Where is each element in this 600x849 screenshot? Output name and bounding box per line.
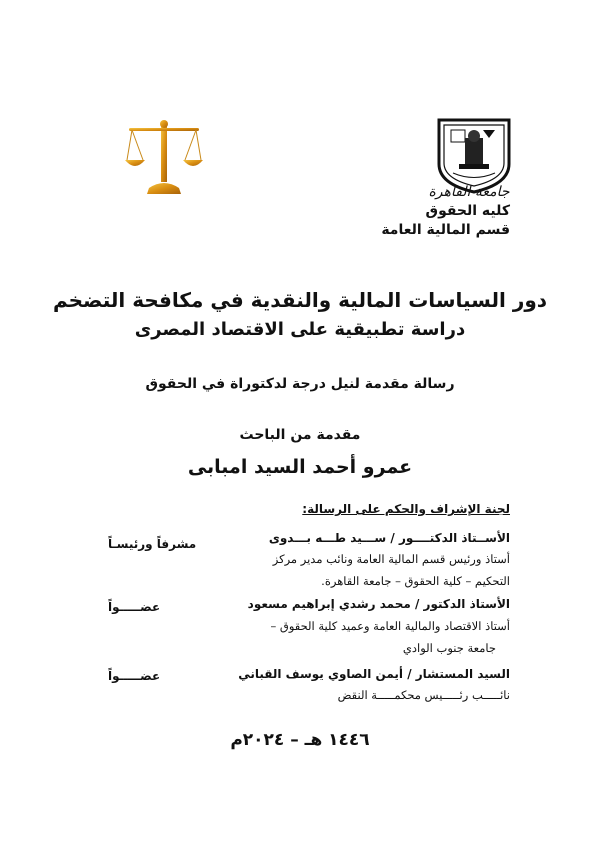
committee-member-2-role: عضـــــواً <box>108 600 161 614</box>
university-name-script: جامعة القاهرة <box>428 184 510 200</box>
faculty-name: كليه الحقوق <box>425 203 510 219</box>
thesis-title-line2: دراسة تطبيقية على الاقتصاد المصرى <box>134 319 466 340</box>
thesis-statement: رسالة مقدمة لنيل درجة لدكتوراة في الحقوق <box>145 376 455 392</box>
department-name: قسم المالية العامة <box>381 222 510 238</box>
thesis-title-line1: دور السياسات المالية والنقدية في مكافحة التضخم <box>52 288 548 312</box>
committee-member-3-desc-line1: نائـــــب رئـــــيس محكمـــــة النقض <box>337 688 510 702</box>
committee-member-3-role: عضـــــواً <box>108 669 161 683</box>
committee-member-2-name: الأستاذ الدكتور / محمد رشدي إبراهيم مسعود <box>247 597 510 611</box>
committee-member-1-desc-line1: أستاذ ورئيس قسم المالية العامة ونائب مدير مركز <box>272 552 510 566</box>
scales-of-justice-icon <box>125 118 203 198</box>
committee-member-1-desc-line2: التحكيم – كلية الحقوق – جامعة القاهرة. <box>321 574 510 588</box>
hijri-gregorian-date: ١٤٤٦ هـ – ٢٠٢٤م <box>230 730 370 750</box>
committee-member-2-desc-line2: جامعة جنوب الوادي <box>402 641 496 655</box>
cairo-university-seal-icon <box>435 118 513 194</box>
committee-member-2-desc-line1: أستاذ الاقتصاد والمالية العامة وعميد كلية الحقوق – <box>270 619 510 633</box>
committee-heading: لجنة الإشراف والحكم على الرسالة: <box>302 502 510 516</box>
presented-by-label: مقدمة من الباحث <box>239 427 361 443</box>
author-name: عمرو أحمد السيد امبابى <box>187 456 413 478</box>
committee-member-3-name: السيد المستشار / أيمن الصاوي يوسف القباني <box>238 667 510 681</box>
committee-member-1-name: الأســتاذ الدكتــــور / ســـيد طـــه بـــدوى <box>268 531 510 545</box>
committee-member-1-role: مشرفاً ورئيسـاً <box>108 537 197 551</box>
